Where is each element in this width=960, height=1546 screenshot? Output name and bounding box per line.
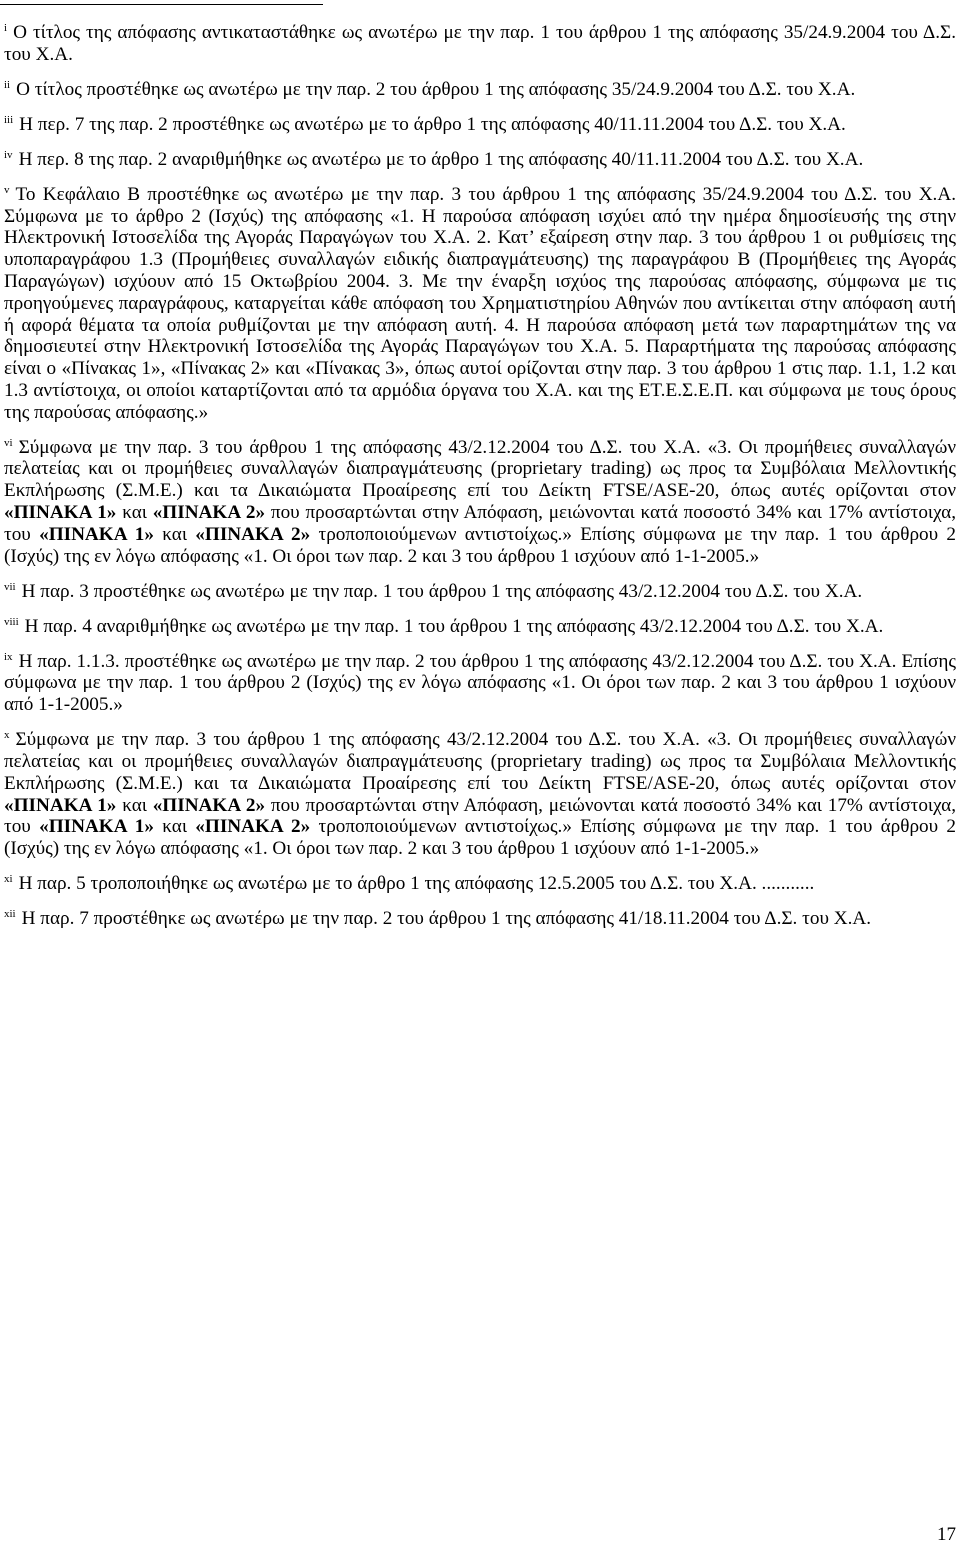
footnote-marker: ix xyxy=(4,650,13,663)
footnote-text: Η παρ. 3 προστέθηκε ως ανωτέρω με την παρ. 1 του άρθρου 1 της απόφασης 43/2.12.2004 του Δ.Σ. του Χ.Α. xyxy=(21,580,863,602)
footnote-text: Η παρ. 1.1.3. προστέθηκε ως ανωτέρω με την παρ. 2 του άρθρου 1 της απόφασης 43/2.12.2004 του Δ.Σ. του Χ.Α. Επίσης σύμφωνα με την παρ. 1 του άρθρου 2 (Ισχύς) της εν λόγω απόφασης «1. Οι όροι των παρ. 2 και 3 του άρθρου 1 ισχύουν από 1-1-2005.» xyxy=(4,650,956,716)
footnote-marker: x xyxy=(4,729,10,742)
footnote-marker: xi xyxy=(4,873,13,886)
footnote xyxy=(4,79,956,101)
footnote-emphasis: «ΠΙΝΑΚΑ 1» xyxy=(39,523,154,545)
footnote-marker: iv xyxy=(4,148,13,161)
footnote-text: Η παρ. 7 προστέθηκε ως ανωτέρω με την παρ. 2 του άρθρου 1 της απόφασης 41/18.11.2004 του Δ.Σ. του Χ.Α. xyxy=(21,908,872,930)
footnote-text: Η παρ. 5 τροποποιήθηκε ως ανωτέρω με το άρθρο 1 της απόφασης 12.5.2005 του Δ.Σ. του Χ.Α. ........... xyxy=(18,873,815,895)
footnote-text: Η παρ. 4 αναριθμήθηκε ως ανωτέρω με την παρ. 1 του άρθρου 1 της απόφασης 43/2.12.2004 του Δ.Σ. του Χ.Α. xyxy=(24,615,884,637)
footnote-text: που προσαρτώνται στην Απόφαση, μειώνονται κατά ποσοστό 34% και 17% αντίστοιχα, του xyxy=(4,794,957,838)
footnote-text: και xyxy=(154,816,196,838)
footnote xyxy=(4,651,956,716)
footnote-emphasis: «ΠΙΝΑΚΑ 1» xyxy=(39,816,154,838)
footnote-marker: ii xyxy=(4,78,11,91)
footnote xyxy=(4,114,956,136)
footnote-text: που προσαρτώνται στην Απόφαση, μειώνονται κατά ποσοστό 34% και 17% αντίστοιχα, του xyxy=(4,502,957,545)
footnote xyxy=(4,184,956,424)
footnotes-list xyxy=(4,22,956,943)
footnote xyxy=(4,729,956,860)
footnote-marker: vi xyxy=(4,436,13,449)
footnote-marker: iii xyxy=(4,113,14,126)
footnote-emphasis: «ΠΙΝΑΚΑ 1» xyxy=(4,794,117,816)
footnote-marker: vii xyxy=(4,580,16,593)
footnote-text: Ο τίτλος της απόφασης αντικαταστάθηκε ως ανωτέρω με την παρ. 1 του άρθρου 1 της απόφασης 35/24.9.2004 του Δ.Σ. του Χ.Α. xyxy=(4,22,956,65)
footnote-marker: viii xyxy=(4,615,19,628)
footnote xyxy=(4,908,956,930)
footnote-emphasis: «ΠΙΝΑΚΑ 2» xyxy=(152,502,266,524)
footnote-text: και xyxy=(154,523,196,545)
footnote-marker: xii xyxy=(4,908,16,921)
footnote-text: και xyxy=(116,794,153,816)
footnote-text: Η περ. 8 της παρ. 2 αναριθμήθηκε ως ανωτέρω με το άρθρο 1 της απόφασης 40/11.11.2004 του Δ.Σ. του Χ.Α. xyxy=(18,148,864,170)
footnote xyxy=(4,873,956,895)
footnote-emphasis: «ΠΙΝΑΚΑ 2» xyxy=(195,523,311,545)
footnote-marker: v xyxy=(4,183,10,196)
footnote-marker: i xyxy=(4,22,8,35)
footnote xyxy=(4,22,956,66)
footnote xyxy=(4,149,956,171)
footnote-emphasis: «ΠΙΝΑΚΑ 2» xyxy=(195,816,311,838)
footnote xyxy=(4,437,956,568)
footnote-emphasis: «ΠΙΝΑΚΑ 1» xyxy=(4,502,117,524)
footnote-text: Η περ. 7 της παρ. 2 προστέθηκε ως ανωτέρω με το άρθρο 1 της απόφασης 40/11.11.2004 του Δ.Σ. του Χ.Α. xyxy=(19,113,846,135)
footnote-emphasis: «ΠΙΝΑΚΑ 2» xyxy=(152,794,266,816)
page-number: 17 xyxy=(937,1524,956,1545)
footnote-text: τροποποιούμενων αντιστοίχως.» Επίσης σύμφωνα με την παρ. 1 του άρθρου 2 (Ισχύς) της εν λόγω απόφασης «1. Οι όροι των παρ. 2 και 3 του άρθρου 1 ισχύουν από 1-1-2005.» xyxy=(4,816,956,860)
footnote-text: Σύμφωνα με την παρ. 3 του άρθρου 1 της απόφασης 43/2.12.2004 του Δ.Σ. του Χ.Α. «3. Οι προμήθειες συναλλαγών πελατείας και οι προμήθειες συναλλαγών διαπραγμάτευσης (proprietary trading) ως προς τα Συμβόλαια Μελλοντικής Εκπλήρωσης (Σ.Μ.Ε.) και τα Δικαιώματα Προαίρεσης επί του Δείκτη FTSE/ASE-20, όπως αυτές ορίζονται στον xyxy=(4,729,956,794)
footnote-text: Ο τίτλος προστέθηκε ως ανωτέρω με την παρ. 2 του άρθρου 1 της απόφασης 35/24.9.2004 του Δ.Σ. του Χ.Α. xyxy=(16,78,856,100)
footnote-text: Το Κεφάλαιο Β προστέθηκε ως ανωτέρω με την παρ. 3 του άρθρου 1 της απόφασης 35/24.9.2004 του Δ.Σ. του Χ.Α. Σύμφωνα με το άρθρο 2 (Ισχύς) της απόφασης «1. Η παρούσα απόφαση ισχύει από την ημέρα δημοσίευσής της στην Ηλεκτρονική Ιστοσελίδα της Αγοράς Παραγώγων του Χ.Α. 2. Κατ’ εξαίρεση στην παρ. 3 του άρθρου 1 οι ρυθμίσεις της υποπαραγράφου 1.3 (Προμήθειες συναλλαγών ειδικής διαπραγμάτευσης) της παραγράφου Β (Προμήθειες της Αγοράς Παραγώγων) ισχύουν από 15 Οκτωβρίου 2004. 3. Με την έναρξη ισχύος της παρούσας απόφασης, σύμφωνα με τις προηγούμενες παραγράφους, καταργείται κάθε απόφαση του Χρηματιστηρίου Αθηνών που αντίκειται στην απόφαση αυτή ή αφορά θέματα τα οποία ρυθμίζονται με την απόφαση αυτή. 4. Η παρούσα απόφαση μετά των παραρτημάτων της να δημοσιευτεί στην Ηλεκτρονική Ιστοσελίδα της Αγοράς Παραγώγων του Χ.Α. 5. Παραρτήματα της παρούσας απόφασης είναι ο «Πίνακας 1», «Πίνακας 2» και «Πίνακας 3», όπως αυτοί ορίζονται στην παρ. 3 του άρθρου 1 στις παρ. 1.1, 1.2 και 1.3 αντίστοιχα, οι οποίοι καταρτίζονται από τα αρμόδια όργανα του Χ.Α. και της ΕΤ.Ε.Σ.Ε.Π. και σύμφωνα με τους όρους της παρούσας απόφασης.» xyxy=(4,183,956,423)
footnote xyxy=(4,581,956,603)
footnote xyxy=(4,616,956,638)
footnote-text: τροποποιούμενων αντιστοίχως.» Επίσης σύμφωνα με την παρ. 1 του άρθρου 2 (Ισχύς) της εν λόγω απόφασης «1. Οι όροι των παρ. 2 και 3 του άρθρου 1 ισχύουν από 1-1-2005.» xyxy=(4,523,956,567)
footnote-separator-rule xyxy=(0,4,323,5)
footnote-text: και xyxy=(116,502,153,524)
footnote-text: Σύμφωνα με την παρ. 3 του άρθρου 1 της απόφασης 43/2.12.2004 του Δ.Σ. του Χ.Α. «3. Οι προμήθειες συναλλαγών πελατείας και οι προμήθειες συναλλαγών διαπραγμάτευσης (proprietary trading) ως προς τα Συμβόλαια Μελλοντικής Εκπλήρωσης (Σ.Μ.Ε.) και τα Δικαιώματα Προαίρεσης επί του Δείκτη FTSE/ASE-20, όπως αυτές ορίζονται στον xyxy=(4,436,956,502)
